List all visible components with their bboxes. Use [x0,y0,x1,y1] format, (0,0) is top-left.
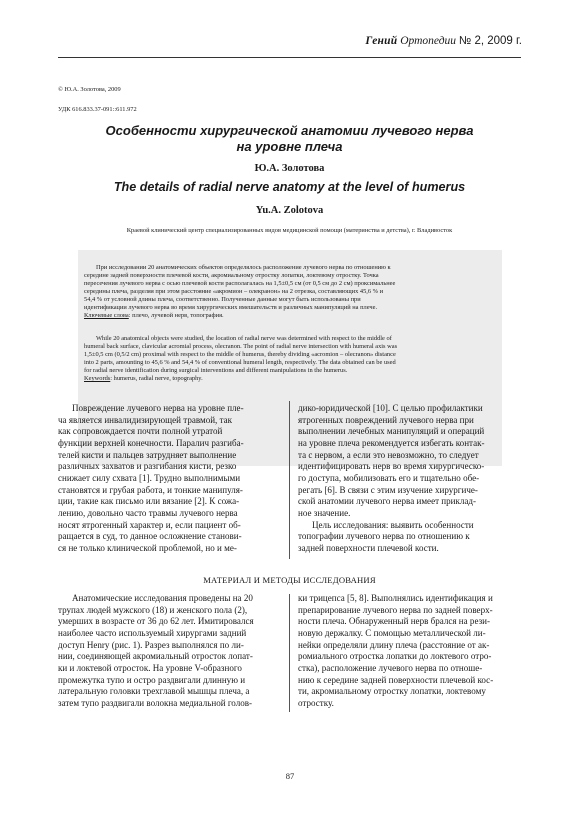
header-rule [58,57,521,58]
text-line: регать [6]. В связи с этим изучение хирургиче- [298,484,478,495]
text-line: затем тупо раздвигали волокна медиальной голов- [58,697,253,708]
column-divider [289,594,290,712]
text-line: топографии лучевого нерва по отношению к [298,531,470,542]
text-line: доступ Henry (рис. 1). Разрез выполнялся по ли- [58,639,244,650]
text-line: ки и локтевой отросток. На уровне V-образного [58,662,242,673]
text-line: лению, довольно часто травмы лучевого нерва [58,507,238,518]
abstract-line: humeral back surface, clavicular acromial process, olecranon. The point of radial nerve intersection with humeral axis was [84,343,398,351]
abstract-line: into 2 parts, amounting to 45,6 % and 54,4 % of conventional humeral length, respectively. The data obtained can be used [84,359,396,367]
abstract-line: 54,4 % от условной длины плеча, соответственно. Полученные данные могут быть использованы при [84,296,361,304]
text-line: Повреждение лучевого нерва на уровне пле- [72,403,244,413]
abstract-english [84,335,496,383]
abstract-line: середине задней поверхности плечевой кости, акромиальному отростку лопатки, локтевому отростку. Точка [84,272,379,280]
text-line: телей кисти и пальцев затрудняет выполнение [58,449,237,460]
column-divider [289,401,290,559]
affiliation: Краевой клинический центр специализированных видов медицинской помощи (материнства и детства), г. Владивосток [126,227,453,234]
text-line: ции, такие как письмо или вязание [2]. К сожа- [58,496,240,507]
text-line: выполнении лечебных манипуляций и операций [298,426,485,437]
title-ru-line-1: Особенности хирургической анатомии лучевого нерва [105,123,474,138]
text-line: наиболее часто используемый хирургами задний [58,627,247,638]
text-line: ти, акромиальному отростку лопатки, локтевому [298,686,486,697]
text-line: ча является инвалидизирующей травмой, так [58,414,233,425]
keywords-text: : плечо, лучевой нерв, топография. [128,312,224,320]
text-line: ской анатомии лучевого нерва имеет приклад- [298,496,477,507]
abstract-line: While 20 anatomical objects were studied, the location of radial nerve was determined with respect to the middle of [96,335,392,342]
author-english: Yu.A. Zolotova [255,205,324,216]
journal-header [365,35,522,47]
text-line: различных захватов и разгибания кисти, резко [58,461,237,472]
abstract-line: середины плеча, разделяя при этом расстояние «акромион – олекранон» на 2 отрезка, составляющих 45,6 % и [84,288,384,296]
issue-number: № 2, 2009 г. [458,35,522,47]
methods-left-column [58,593,279,710]
title-english: The details of radial nerve anatomy at the level of humerus [113,180,466,194]
abstract-line: 1,5±0,5 cm (0,5/2 cm) proximal with respect to the middle of humerus, thereby dividing «acromion – olecranon» distance [84,351,396,359]
text-line: становятся и грубая работа, и тонкие манипуля- [58,484,243,495]
text-line: ное значение. [298,507,351,518]
journal-name: Гений [365,35,398,47]
text-line: ятрогенных повреждений лучевого нерва при [298,414,474,425]
text-line: снижает силу схвата [1]. Трудно выполнимыми [58,472,241,483]
keywords-label: Ключевые слова [84,312,129,320]
text-line: трупах людей мужского (18) и женского пола (2), [58,604,248,615]
keywords-russian [84,312,496,320]
journal-subtitle: Ортопедии [400,35,457,47]
section-heading: МАТЕРИАЛ И МЕТОДЫ ИССЛЕДОВАНИЯ [203,575,376,585]
text-line: нейки определяли длину плеча (расстояние от ак- [298,639,490,650]
methods-right-column [298,593,521,710]
text-line: ности плеча. Обнаруженный нерв брался на рези- [298,616,490,627]
text-line: Анатомические исследования проведены на 20 [72,593,253,603]
text-line: латеральную головки трехглавой мышцы плеча, а [58,686,250,697]
text-line: стка), расположение лучевого нерва по отноше- [298,662,483,673]
author-russian: Ю.А. Золотова [254,163,325,174]
text-line: нию к середине задней поверхности плечевой кос- [298,674,494,685]
text-line: дико-юридической [10]. С целью профилактики [298,403,483,413]
text-line: новую держалку. С помощью металлической ли- [298,627,486,638]
text-line: задней поверхности плечевой кости. [298,542,439,553]
text-line: идентифицировать нерв во время хирургическо- [298,461,485,472]
text-line: та с нервом, а если это невозможно, то следует [298,449,479,460]
text-line: го доступа, мобилизовать его и тщательно обе- [298,472,480,483]
intro-left-column [58,403,279,555]
text-line: как сопровождается почти полной утратой [58,426,223,437]
copyright: © Ю.А. Золотова, 2009 [58,86,121,93]
abstract-line: for radial nerve identification during surgical interventions and different manipulations in the humerus. [84,367,348,375]
text-line: отростку. [298,697,334,708]
keywords-text: : humerus, radial nerve, topography. [110,375,203,383]
text-line: на уровне плеча рекомендуется избегать контак- [298,437,485,448]
page-number: 87 [285,771,295,781]
text-line: Цель исследования: выявить особенности [312,519,474,530]
text-line: ки трицепса [5, 8]. Выполнялись идентификация и [298,593,493,603]
abstract-russian [84,264,496,320]
title-russian [58,123,521,154]
text-line: функции верхней конечности. Паралич разгиба- [58,437,244,448]
text-line: препарирование лучевого нерва по задней поверх- [298,604,493,615]
title-ru-line-2: на уровне плеча [236,138,343,154]
keywords-label: Keywords [84,375,111,383]
text-line: ращается в суд, то данное осложнение станови- [58,531,242,542]
abstract-line: При исследовании 20 анатомических объектов определялось расположение лучевого нерва по отношению к [96,264,391,271]
text-line: ромиального отростка лопатки до локтевого отро- [298,651,492,662]
text-line: ся не только клинической проблемой, но и ме- [58,542,237,553]
text-line: нии, соединяющей акромиальный отросток лопат- [58,651,253,662]
intro-right-column [298,403,521,555]
abstract-line: идентификации лучевого нерва во время хирургических вмешательств и различных манипуляций на плече. [84,304,378,312]
keywords-english [84,375,496,383]
udc-code: УДК 616.833.37-091::611.972 [58,106,137,113]
text-line: носят ятрогенный характер и, если пациент об- [58,519,241,530]
text-line: промежутка тупо и остро раздвигали длинную и [58,674,246,685]
text-line: умерших в возрасте от 36 до 62 лет. Имитировался [58,616,254,627]
abstract-line: пересечения лучевого нерва с осью плечевой кости располагалась на 1,5±0,5 см (от 0,5 см до 2 см) проксимальнее [84,280,396,288]
